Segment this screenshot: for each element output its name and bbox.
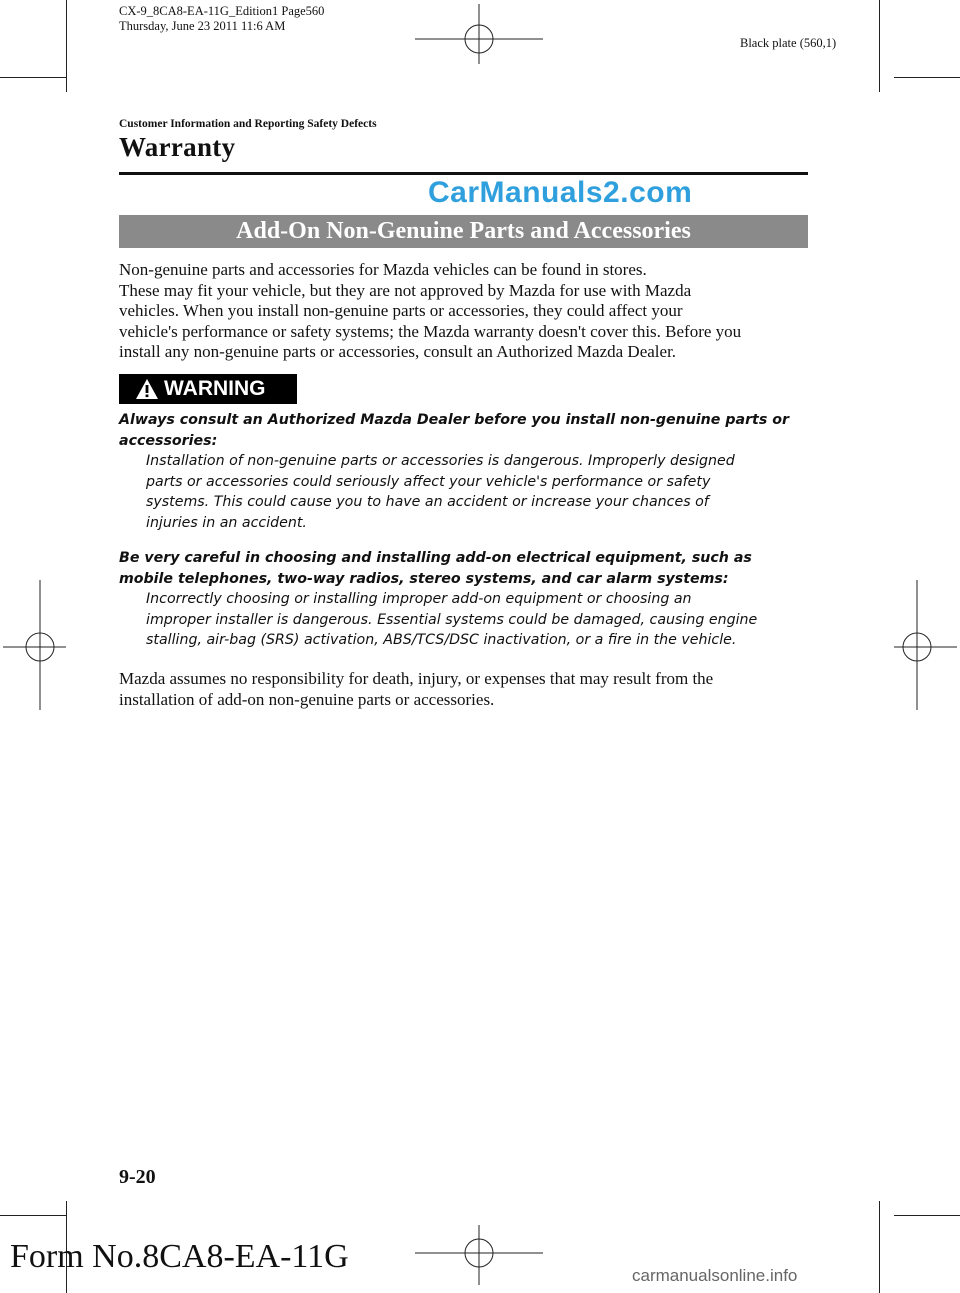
chapter-title: Warranty — [119, 132, 236, 162]
warning-detail-line: injuries in an accident. — [146, 514, 307, 531]
closing-paragraph — [119, 669, 809, 710]
warning-triangle-icon — [135, 378, 159, 400]
warning-detail-line: Installation of non-genuine parts or accessories is dangerous. Improperly designed — [146, 453, 735, 469]
warning-detail-line: stalling, air-bag (SRS) activation, ABS/TCS/DSC inactivation, or a fire in the vehicle. — [146, 632, 737, 648]
warning-item-2 — [119, 548, 819, 651]
form-number: Form No.8CA8-EA-11G — [10, 1238, 349, 1275]
warning-lead-line: accessories: — [119, 432, 218, 449]
warning-detail-line: Incorrectly choosing or installing improper add-on equipment or choosing an — [146, 591, 692, 607]
header-rule — [119, 172, 808, 175]
footer-watermark: carmanualsonline.info — [632, 1266, 798, 1285]
warning-label-box — [119, 374, 297, 404]
warning-lead-line: Be very careful in choosing and installing add-on electrical equipment, such as — [119, 550, 752, 566]
watermark-carmanuals2: CarManuals2.com — [428, 176, 693, 209]
closing-line: installation of add-on non-genuine parts or accessories. — [119, 689, 495, 709]
warning-item-1 — [119, 410, 819, 533]
intro-line: These may fit your vehicle, but they are not approved by Mazda for use with Mazda — [119, 280, 692, 300]
intro-paragraph — [119, 260, 809, 363]
intro-line: install any non-genuine parts or accessories, consult an Authorized Mazda Dealer. — [119, 342, 677, 361]
black-plate-label: Black plate (560,1) — [740, 36, 837, 50]
print-metadata — [119, 4, 324, 34]
closing-line: Mazda assumes no responsibility for death, injury, or expenses that may result from the — [119, 669, 714, 688]
topic-banner: Add-On Non-Genuine Parts and Accessories — [119, 215, 808, 248]
warning-detail-line: improper installer is dangerous. Essential systems could be damaged, causing engine — [146, 611, 758, 628]
intro-line: vehicle's performance or safety systems; the Mazda warranty doesn't cover this. Before you — [119, 321, 742, 341]
intro-line: Non-genuine parts and accessories for Mazda vehicles can be found in stores. — [119, 260, 647, 279]
section-title: Customer Information and Reporting Safety Defects — [119, 118, 377, 130]
intro-line: vehicles. When you install non-genuine parts or accessories, they could affect your — [119, 301, 683, 320]
warning-detail-line: systems. This could cause you to have an accident or increase your chances of — [146, 494, 709, 510]
page-number: 9-20 — [119, 1166, 156, 1188]
warning-detail-line: parts or accessories could seriously affect your vehicle's performance or safety — [146, 473, 711, 490]
warning-lead-line: Always consult an Authorized Mazda Dealer before you install non-genuine parts or — [119, 412, 789, 428]
meta-line-1: CX-9_8CA8-EA-11G_Edition1 Page560 — [119, 4, 325, 18]
meta-line-2: Thursday, June 23 2011 11:6 AM — [119, 19, 286, 33]
warning-label: WARNING — [164, 377, 266, 400]
warning-lead-line: mobile telephones, two-way radios, stereo systems, and car alarm systems: — [119, 570, 729, 587]
